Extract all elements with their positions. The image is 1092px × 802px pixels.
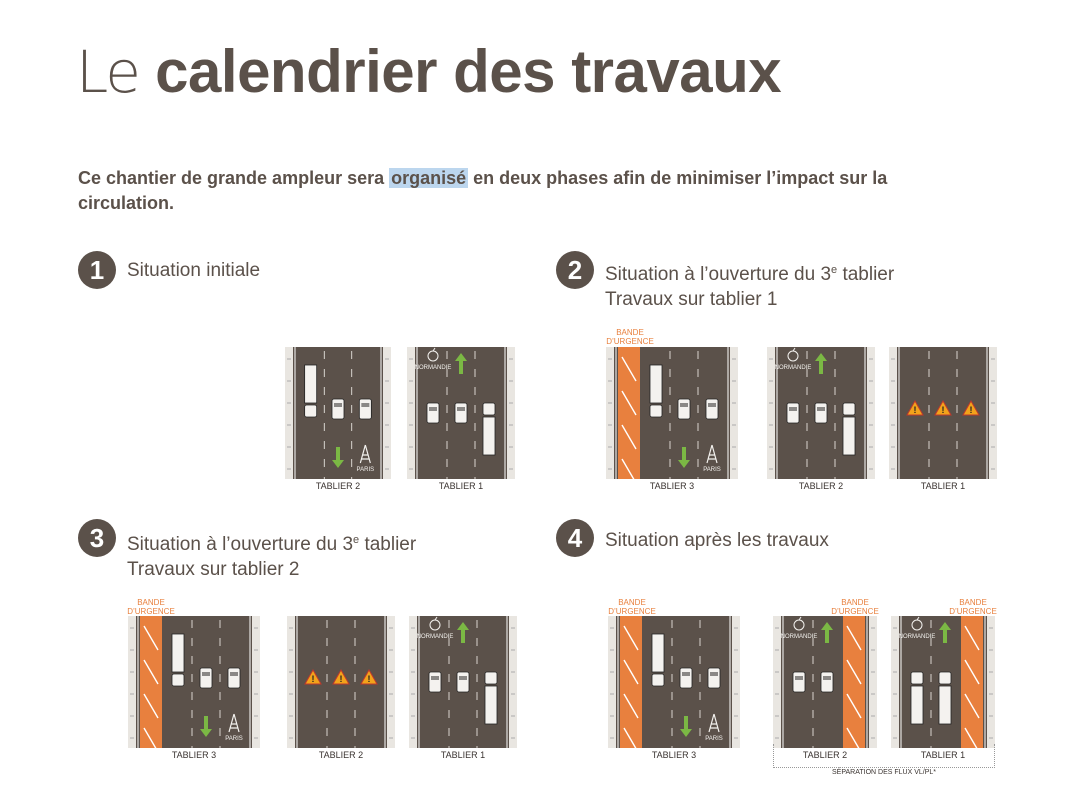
- step-1-title: [127, 258, 260, 283]
- separation-label: SÉPARATION DES FLUX VL/PL*: [832, 769, 936, 776]
- deck-label: TABLIER 1: [438, 481, 484, 491]
- truck-icon: [305, 365, 317, 417]
- step-2-number: 2: [556, 251, 594, 289]
- deck-tablier1: [407, 347, 515, 491]
- deck-label: TABLIER 2: [318, 750, 364, 760]
- deck-label: TABLIER 2: [315, 481, 361, 491]
- separation-bracket: [773, 744, 995, 768]
- car-icon: [427, 403, 439, 423]
- title-light: Le: [76, 38, 139, 106]
- deck-tablier3: [128, 616, 260, 760]
- truck-icon: [652, 634, 664, 686]
- bande-urgence-label: BANDE D’URGENCE: [949, 598, 997, 616]
- deck-tablier2: [285, 347, 391, 491]
- truck-icon: [485, 672, 497, 724]
- svg-text:NORMANDIE: NORMANDIE: [414, 365, 452, 371]
- step-3-title: [127, 528, 416, 582]
- step-4-number: 4: [556, 519, 594, 557]
- deck-label: TABLIER 3: [651, 750, 697, 760]
- car-icon: [706, 399, 718, 419]
- bande-urgence-label: BANDE D’URGENCE: [831, 598, 879, 616]
- car-icon: [821, 672, 833, 692]
- deck-tablier2: [773, 616, 877, 760]
- step-3-number: 3: [78, 519, 116, 557]
- step-2-sup: e: [831, 264, 838, 276]
- step-3-sup: e: [353, 534, 360, 546]
- page-title: [76, 36, 781, 108]
- intro-after: en deux phases afin de minimiser l’impact sur la circulation.: [78, 168, 888, 213]
- svg-text:!: !: [969, 405, 973, 415]
- car-icon: [200, 668, 212, 688]
- title-bold: calendrier des travaux: [155, 38, 782, 105]
- car-icon: [708, 668, 720, 688]
- truck-icon: [843, 403, 855, 455]
- bande-urgence-label: BANDE D’URGENCE: [606, 328, 654, 346]
- deck-label: TABLIER 1: [440, 750, 486, 760]
- intro-before: Ce chantier de grande ampleur sera: [78, 168, 390, 188]
- step-3-line1-post: tablier: [359, 534, 417, 555]
- svg-text:!: !: [339, 674, 343, 684]
- car-icon: [228, 668, 240, 688]
- car-icon: [429, 672, 441, 692]
- bande-urgence-label: BANDE D’URGENCE: [608, 598, 656, 616]
- step-2-line2: Travaux sur tablier 1: [605, 289, 778, 310]
- car-icon: [678, 399, 690, 419]
- deck-tablier2: [287, 616, 395, 760]
- step-4-line1: Situation après les travaux: [605, 530, 829, 551]
- truck-icon: [172, 634, 184, 686]
- svg-text:NORMANDIE: NORMANDIE: [416, 634, 454, 640]
- car-icon: [359, 399, 371, 419]
- car-icon: [332, 399, 344, 419]
- svg-text:NORMANDIE: NORMANDIE: [898, 634, 936, 640]
- intro-highlight[interactable]: organisé: [391, 168, 467, 188]
- svg-text:!: !: [311, 674, 315, 684]
- step-4-title: [605, 528, 829, 553]
- svg-text:!: !: [367, 674, 371, 684]
- truck-icon: [650, 365, 662, 417]
- step-1-number: 1: [78, 251, 116, 289]
- truck-icon: [939, 672, 951, 724]
- truck-icon: [483, 403, 495, 455]
- svg-text:PARIS: PARIS: [225, 736, 243, 742]
- step-3-line1-pre: Situation à l’ouverture du 3: [127, 534, 354, 555]
- deck-label: TABLIER 1: [920, 750, 966, 760]
- car-icon: [787, 403, 799, 423]
- bande-urgence-label: BANDE D’URGENCE: [127, 598, 175, 616]
- step-3-line2: Travaux sur tablier 2: [127, 559, 300, 580]
- svg-text:NORMANDIE: NORMANDIE: [780, 634, 818, 640]
- step-1-line1: Situation initiale: [127, 260, 261, 281]
- deck-tablier1: [889, 347, 997, 491]
- step-2-line1-post: tablier: [837, 264, 895, 285]
- deck-tablier3: [606, 347, 738, 491]
- svg-text:NORMANDIE: NORMANDIE: [774, 365, 812, 371]
- svg-text:PARIS: PARIS: [356, 467, 375, 473]
- deck-tablier3: [608, 616, 740, 760]
- car-icon: [793, 672, 805, 692]
- deck-label: TABLIER 3: [649, 481, 695, 491]
- deck-tablier1: [891, 616, 995, 760]
- svg-text:!: !: [941, 405, 945, 415]
- svg-text:PARIS: PARIS: [703, 467, 721, 473]
- step-2-line1-pre: Situation à l’ouverture du 3: [605, 264, 832, 285]
- deck-tablier2: [767, 347, 875, 491]
- svg-text:!: !: [913, 405, 917, 415]
- deck-tablier1: [409, 616, 517, 760]
- intro-paragraph: [78, 166, 908, 216]
- car-icon: [457, 672, 469, 692]
- step-2-title: [605, 258, 894, 312]
- deck-label: TABLIER 2: [802, 750, 848, 760]
- deck-label: TABLIER 1: [920, 481, 966, 491]
- svg-text:PARIS: PARIS: [705, 736, 723, 742]
- deck-label: TABLIER 3: [171, 750, 217, 760]
- car-icon: [815, 403, 827, 423]
- truck-icon: [911, 672, 923, 724]
- car-icon: [680, 668, 692, 688]
- car-icon: [455, 403, 467, 423]
- deck-label: TABLIER 2: [798, 481, 844, 491]
